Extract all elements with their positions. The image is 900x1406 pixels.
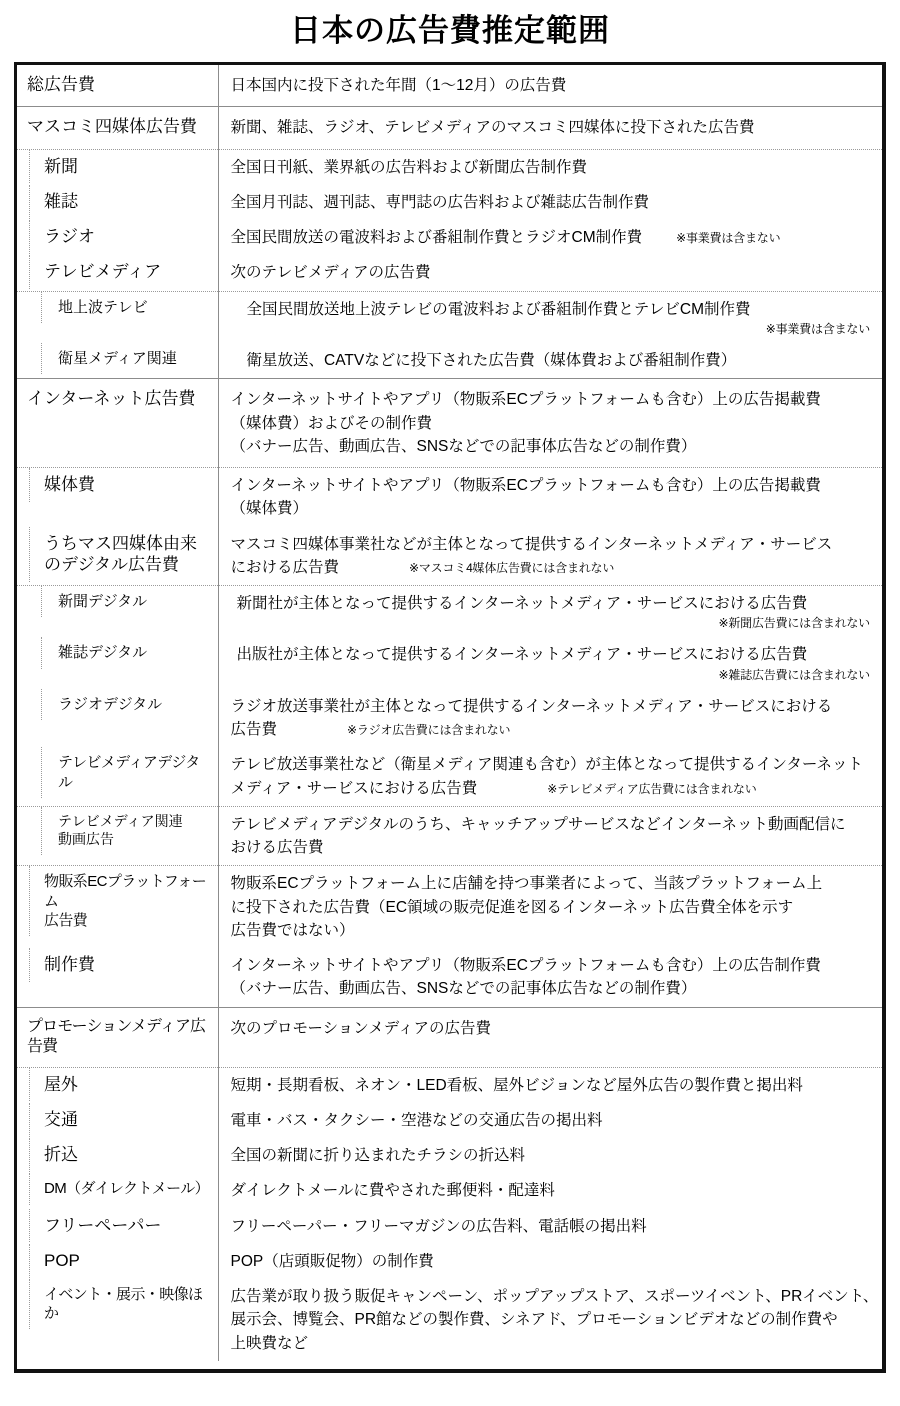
table-row <box>17 185 882 220</box>
description-line: （バナー広告、動画広告、SNSなどでの記事体広告などの制作費） <box>230 980 697 998</box>
row-description-cell <box>218 343 882 379</box>
table-row <box>17 948 882 1007</box>
table-bottom-spacer <box>17 1361 882 1369</box>
table-row <box>17 1244 882 1279</box>
row-description-magazine-digital <box>219 637 883 688</box>
row-description-satellite-media <box>219 343 883 378</box>
table-row <box>17 637 882 688</box>
row-description-cell <box>218 1244 882 1279</box>
row-description-outdoor <box>219 1068 883 1103</box>
row-description-cell <box>218 637 882 688</box>
description-note: ※テレビメディア広告費には含まれない <box>547 781 757 796</box>
row-description-cell <box>218 866 882 948</box>
table-row <box>17 1209 882 1244</box>
table-row <box>17 343 882 379</box>
description-note: ※マスコミ4媒体広告費には含まれない <box>409 560 615 575</box>
row-description-cell <box>218 149 882 185</box>
description-line: 広告費 ※ラジオ広告費には含まれない <box>230 721 511 739</box>
row-description-pop <box>219 1244 883 1279</box>
row-label-magazine: 雑誌 <box>29 185 218 219</box>
row-label-free-paper: フリーペーパー <box>29 1209 218 1243</box>
row-label-outdoor: 屋外 <box>29 1068 218 1102</box>
description-line: 全国民間放送地上波テレビの電波料および番組制作費とテレビCM制作費 <box>246 300 751 318</box>
table-row <box>17 1138 882 1173</box>
row-label-event-exhibition-video-etc: イベント・展示・映像ほか <box>29 1279 218 1329</box>
row-description-event-exhibition-video-etc <box>219 1279 883 1361</box>
row-description-cell <box>218 527 882 586</box>
table-row <box>17 291 882 343</box>
description-line: おける広告費 <box>230 839 324 857</box>
row-description-cell <box>218 107 882 149</box>
row-description-transit <box>219 1103 883 1138</box>
description-line: フリーペーパー・フリーマガジンの広告料、電話帳の掲出料 <box>230 1217 647 1235</box>
row-description-mass-four-media <box>219 107 883 148</box>
description-line: （媒体費）およびその制作費 <box>230 414 433 432</box>
description-note: ※ラジオ広告費には含まれない <box>347 723 511 738</box>
row-label-cell <box>17 468 218 527</box>
row-label-cell <box>17 379 218 468</box>
row-label-cell <box>17 291 218 343</box>
row-description-cell <box>218 255 882 291</box>
row-description-cell <box>218 65 882 107</box>
row-label-radio-digital: ラジオデジタル <box>41 689 218 720</box>
row-label-ec-platform-ad-cost: 物販系ECプラットフォーム 広告費 <box>29 866 218 936</box>
description-line: （媒体費） <box>230 500 309 518</box>
row-description-direct-mail <box>219 1173 883 1208</box>
row-label-mass-four-media: マスコミ四媒体広告費 <box>27 117 197 137</box>
row-description-cell <box>218 586 882 638</box>
row-label-cell <box>17 586 218 638</box>
row-description-cell <box>218 291 882 343</box>
ad-cost-scope-table <box>17 65 882 1361</box>
description-line: テレビメディアデジタルのうち、キャッチアップサービスなどインターネット動画配信に <box>230 815 846 833</box>
row-label-cell <box>17 1279 218 1361</box>
table-row <box>17 806 882 866</box>
description-note: ※事業費は含まない <box>765 321 870 336</box>
row-label-tv-media: テレビメディア <box>29 255 218 289</box>
row-description-cell <box>218 1279 882 1361</box>
row-label-insert: 折込 <box>29 1138 218 1172</box>
table-body <box>17 65 882 1361</box>
row-description-insert <box>219 1138 883 1173</box>
description-line: 全国の新聞に折り込まれたチラシの折込料 <box>230 1147 526 1165</box>
description-line: 出版社が主体となって提供するインターネットメディア・サービスにおける広告費 <box>236 646 808 664</box>
row-description-cell <box>218 468 882 527</box>
table-row <box>17 1007 882 1067</box>
description-line: ダイレクトメールに費やされた郵便料・配達料 <box>230 1182 555 1200</box>
row-label-tv-media-related-video-ad: テレビメディア関連 動画広告 <box>41 807 218 855</box>
row-description-mass-four-derived-digital <box>219 527 883 586</box>
row-description-cell <box>218 185 882 220</box>
row-label-satellite-media: 衛星メディア関連 <box>41 343 218 374</box>
row-label-cell <box>17 1138 218 1173</box>
row-description-cell <box>218 806 882 866</box>
description-note: ※事業費は含まない <box>676 231 781 246</box>
row-description-cell <box>218 948 882 1007</box>
description-line: メディア・サービスにおける広告費 ※テレビメディア広告費には含まれない <box>230 779 757 797</box>
table-row <box>17 1103 882 1138</box>
description-line: 次のテレビメディアの広告費 <box>230 264 431 282</box>
row-description-terrestrial-tv <box>219 292 883 343</box>
row-description-cell <box>218 220 882 255</box>
row-description-cell <box>218 747 882 806</box>
description-line: 上映費など <box>230 1334 309 1352</box>
row-description-ec-platform-ad-cost <box>219 866 883 948</box>
table-row <box>17 379 882 468</box>
table-row <box>17 689 882 748</box>
row-description-tv-media-digital <box>219 747 883 806</box>
row-label-pop: POP <box>29 1244 218 1278</box>
row-description-radio-digital <box>219 689 883 748</box>
row-label-cell <box>17 1103 218 1138</box>
description-line: 全国民間放送の電波料および番組制作費とラジオCM制作費 ※事業費は含まない <box>230 229 781 247</box>
row-description-cell <box>218 1173 882 1208</box>
table-row <box>17 866 882 948</box>
row-label-cell <box>17 527 218 586</box>
table-row <box>17 149 882 185</box>
description-line: 次のプロモーションメディアの広告費 <box>230 1019 492 1037</box>
row-label-cell <box>17 1007 218 1067</box>
row-description-newspaper-digital <box>219 586 883 637</box>
row-label-radio: ラジオ <box>29 220 218 254</box>
description-line: 広告業が取り扱う販促キャンペーン、ポップアップストア、スポーツイベント、PRイベント、 <box>230 1288 879 1306</box>
row-label-cell <box>17 1244 218 1279</box>
description-line: 広告費ではない） <box>230 921 355 939</box>
row-label-promotion-media-ad-cost: プロモーションメディア広告費 <box>27 1017 206 1056</box>
row-label-cell <box>17 185 218 220</box>
description-line: インターネットサイトやアプリ（物販系ECプラットフォームも含む）上の広告掲載費 <box>230 477 821 495</box>
description-line: 衛星放送、CATVなどに投下された広告費（媒体費および番組制作費） <box>246 352 737 370</box>
row-description-tv-media <box>219 255 883 290</box>
table-row <box>17 527 882 586</box>
description-line: POP（店頭販促物）の制作費 <box>230 1252 434 1270</box>
row-label-transit: 交通 <box>29 1103 218 1137</box>
row-description-cell <box>218 1209 882 1244</box>
description-line: に投下された広告費（EC領域の販売促進を図るインターネット広告費全体を示す <box>230 898 794 916</box>
row-label-terrestrial-tv: 地上波テレビ <box>41 292 218 323</box>
table-row <box>17 107 882 149</box>
row-description-newspaper <box>219 150 883 185</box>
description-line: インターネットサイトやアプリ（物販系ECプラットフォームも含む）上の広告制作費 <box>230 957 821 975</box>
row-description-cell <box>218 1007 882 1067</box>
row-label-production-cost: 制作費 <box>29 948 218 982</box>
row-description-cell <box>218 1067 882 1103</box>
row-description-radio <box>219 220 883 255</box>
row-description-cell <box>218 689 882 748</box>
row-description-promotion-media-ad-cost <box>219 1008 883 1049</box>
row-label-cell <box>17 255 218 291</box>
description-line: 新聞社が主体となって提供するインターネットメディア・サービスにおける広告費 <box>236 595 808 613</box>
row-label-cell <box>17 806 218 866</box>
row-description-total-ad-cost <box>219 65 883 106</box>
description-line: テレビ放送事業社など（衛星メディア関連も含む）が主体となって提供するインターネット <box>230 756 864 774</box>
description-line: ラジオ放送事業社が主体となって提供するインターネットメディア・サービスにおける <box>230 697 833 715</box>
row-label-cell <box>17 220 218 255</box>
row-label-mass-four-derived-digital: うちマス四媒体由来 のデジタル広告費 <box>29 527 218 583</box>
description-line: 全国月刊誌、週刊誌、専門誌の広告料および雑誌広告制作費 <box>230 193 650 211</box>
row-description-media-cost <box>219 468 883 527</box>
description-line: インターネットサイトやアプリ（物販系ECプラットフォームも含む）上の広告掲載費 <box>230 391 821 409</box>
table-row <box>17 1279 882 1361</box>
ad-cost-scope-table-wrapper <box>14 62 886 1373</box>
row-label-magazine-digital: 雑誌デジタル <box>41 637 218 668</box>
row-description-cell <box>218 1138 882 1173</box>
row-label-cell <box>17 1173 218 1208</box>
description-note: ※新聞広告費には含まれない <box>718 616 870 631</box>
row-label-cell <box>17 689 218 748</box>
row-label-internet-ad-cost: インターネット広告費 <box>27 389 196 409</box>
description-line: 短期・長期看板、ネオン・LED看板、屋外ビジョンなど屋外広告の製作費と掲出料 <box>230 1076 803 1094</box>
table-row <box>17 220 882 255</box>
row-description-internet-ad-cost <box>219 379 883 467</box>
description-line: 新聞、雑誌、ラジオ、テレビメディアのマスコミ四媒体に投下された広告費 <box>230 119 755 137</box>
table-row <box>17 586 882 638</box>
description-note: ※雑誌広告費には含まれない <box>718 667 870 682</box>
row-label-direct-mail: DM（ダイレクトメール） <box>29 1173 218 1204</box>
row-label-cell <box>17 1209 218 1244</box>
table-row <box>17 1173 882 1208</box>
row-description-production-cost <box>219 948 883 1007</box>
row-label-cell <box>17 1067 218 1103</box>
description-line: 物販系ECプラットフォーム上に店舗を持つ事業者によって、当該プラットフォーム上 <box>230 875 823 893</box>
table-row <box>17 747 882 806</box>
description-line: における広告費 ※マスコミ4媒体広告費には含まれない <box>230 558 615 576</box>
table-row <box>17 468 882 527</box>
description-line: （バナー広告、動画広告、SNSなどでの記事体広告などの制作費） <box>230 437 697 455</box>
table-row <box>17 65 882 107</box>
description-line: 電車・バス・タクシー・空港などの交通広告の掲出料 <box>230 1111 603 1129</box>
row-description-cell <box>218 1103 882 1138</box>
page-title: 日本の広告費推定範囲 <box>290 13 610 48</box>
row-label-cell <box>17 637 218 688</box>
description-line: 全国日刊紙、業界紙の広告料および新聞広告制作費 <box>230 158 588 176</box>
row-label-cell <box>17 65 218 107</box>
description-line: 展示会、博覧会、PR館などの製作費、シネアド、プロモーションビデオなどの制作費や <box>230 1311 838 1329</box>
row-label-tv-media-digital: テレビメディアデジタル <box>41 747 218 797</box>
row-label-cell <box>17 866 218 948</box>
row-description-magazine <box>219 185 883 220</box>
row-description-free-paper <box>219 1209 883 1244</box>
row-label-cell <box>17 948 218 1007</box>
table-row <box>17 255 882 291</box>
row-label-cell <box>17 747 218 806</box>
row-description-tv-media-related-video-ad <box>219 807 883 866</box>
description-line: 日本国内に投下された年間（1〜12月）の広告費 <box>230 77 567 95</box>
row-label-cell <box>17 107 218 149</box>
table-row <box>17 1067 882 1103</box>
description-line: マスコミ四媒体事業社などが主体となって提供するインターネットメディア・サービス <box>230 535 833 553</box>
row-label-media-cost: 媒体費 <box>29 468 218 502</box>
row-label-newspaper: 新聞 <box>29 150 218 184</box>
row-label-newspaper-digital: 新聞デジタル <box>41 586 218 617</box>
row-label-cell <box>17 343 218 379</box>
row-label-cell <box>17 149 218 185</box>
row-description-cell <box>218 379 882 468</box>
row-label-total-ad-cost: 総広告費 <box>27 75 95 95</box>
